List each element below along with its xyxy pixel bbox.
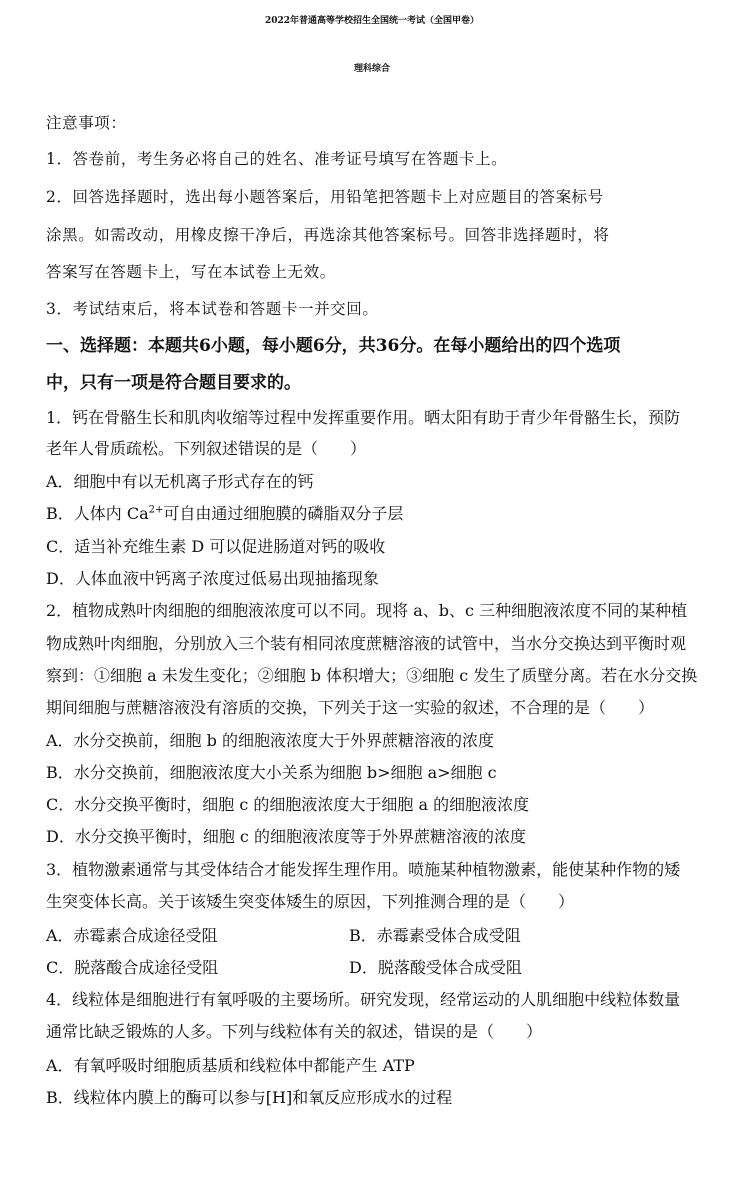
q1-option-b xyxy=(46,503,403,525)
q1-stem-line-1: 1．钙在骨骼生长和肌肉收缩等过程中发挥重要作用。晒太阳有助于青少年骨骼生长，预防 xyxy=(46,408,681,427)
q3-stem-line-1: 3．植物激素通常与其受体结合才能发挥生理作用。喷施某种植物激素，能使某种作物的矮 xyxy=(46,860,681,879)
section-heading-line-2: 中，只有一项是符合题目要求的。 xyxy=(46,373,301,393)
notice-item-2-line-2: 涂黑。如需改动，用橡皮擦干净后，再选涂其他答案标号。回答非选择题时，将 xyxy=(46,226,610,244)
q3-option-a: A．赤霉素合成途径受阻 xyxy=(46,926,218,945)
notice-item-2-line-1: 2．回答选择题时，选出每小题答案后，用铅笔把答题卡上对应题目的答案标号 xyxy=(46,188,604,206)
q1-option-b-suffix: 可自由通过细胞膜的磷脂双分子层 xyxy=(163,504,404,523)
notice-item-3: 3．考试结束后，将本试卷和答题卡一并交回。 xyxy=(46,300,379,318)
q3-option-d: D．脱落酸受体合成受阻 xyxy=(349,958,522,977)
q2-stem-line-2: 物成熟叶肉细胞，分别放入三个装有相同浓度蔗糖溶液的试管中，当水分交换达到平衡时观 xyxy=(46,634,687,653)
q1-option-b-superscript: 2+ xyxy=(148,504,164,516)
q2-option-a: A．水分交换前，细胞 b 的细胞液浓度大于外界蔗糖溶液的浓度 xyxy=(46,731,494,750)
notice-item-1: 1．答卷前，考生务必将自己的姓名、准考证号填写在答题卡上。 xyxy=(46,150,508,168)
q2-stem-line-4: 期间细胞与蔗糖溶液没有溶质的交换，下列关于这一实验的叙述，不合理的是（ ） xyxy=(46,698,655,717)
q3-option-b: B．赤霉素受体合成受阻 xyxy=(349,926,521,945)
q1-option-b-prefix: B．人体内 Ca xyxy=(46,504,149,523)
q1-option-a: A．细胞中有以无机离子形式存在的钙 xyxy=(46,472,314,491)
q2-stem-line-3: 察到：①细胞 a 未发生变化；②细胞 b 体积增大；③细胞 c 发生了质壁分离。若在水分交换 xyxy=(46,666,698,685)
notice-item-2-line-3: 答案写在答题卡上，写在本试卷上无效。 xyxy=(46,263,336,281)
q2-option-d: D．水分交换平衡时，细胞 c 的细胞液浓度等于外界蔗糖溶液的浓度 xyxy=(46,827,526,846)
section-heading-line-1: 一、选择题：本题共6小题，每小题6分，共36分。在每小题给出的四个选项 xyxy=(46,336,621,356)
q3-stem-line-2: 生突变体长高。关于该矮生突变体矮生的原因，下列推测合理的是（ ） xyxy=(46,892,575,911)
q1-option-d: D．人体血液中钙离子浓度过低易出现抽搐现象 xyxy=(46,569,379,588)
q1-option-c: C．适当补充维生素 D 可以促进肠道对钙的吸收 xyxy=(46,537,386,556)
q4-option-b: B．线粒体内膜上的酶可以参与[H]和氧反应形成水的过程 xyxy=(46,1088,453,1107)
q4-stem-line-2: 通常比缺乏锻炼的人多。下列与线粒体有关的叙述，错误的是（ ） xyxy=(46,1022,543,1041)
exam-title: 2022年普通高等学校招生全国统一考试（全国甲卷） xyxy=(264,16,480,26)
notice-heading: 注意事项： xyxy=(46,114,127,132)
q1-stem-line-2: 老年人骨质疏松。下列叙述错误的是（ ） xyxy=(46,439,367,458)
q2-stem-line-1: 2．植物成熟叶肉细胞的细胞液浓度可以不同。现将 a、b、c 三种细胞液浓度不同的某种植 xyxy=(46,601,688,620)
q4-option-a: A．有氧呼吸时细胞质基质和线粒体中都能产生 ATP xyxy=(46,1056,415,1075)
q3-option-c: C．脱落酸合成途径受阻 xyxy=(46,958,219,977)
q2-option-b: B．水分交换前，细胞液浓度大小关系为细胞 b>细胞 a>细胞 c xyxy=(46,763,497,782)
q2-option-c: C．水分交换平衡时，细胞 c 的细胞液浓度大于细胞 a 的细胞液浓度 xyxy=(46,795,530,814)
exam-subtitle: 理科综合 xyxy=(353,64,390,74)
q4-stem-line-1: 4．线粒体是细胞进行有氧呼吸的主要场所。研究发现，经常运动的人肌细胞中线粒体数量 xyxy=(46,990,681,1009)
